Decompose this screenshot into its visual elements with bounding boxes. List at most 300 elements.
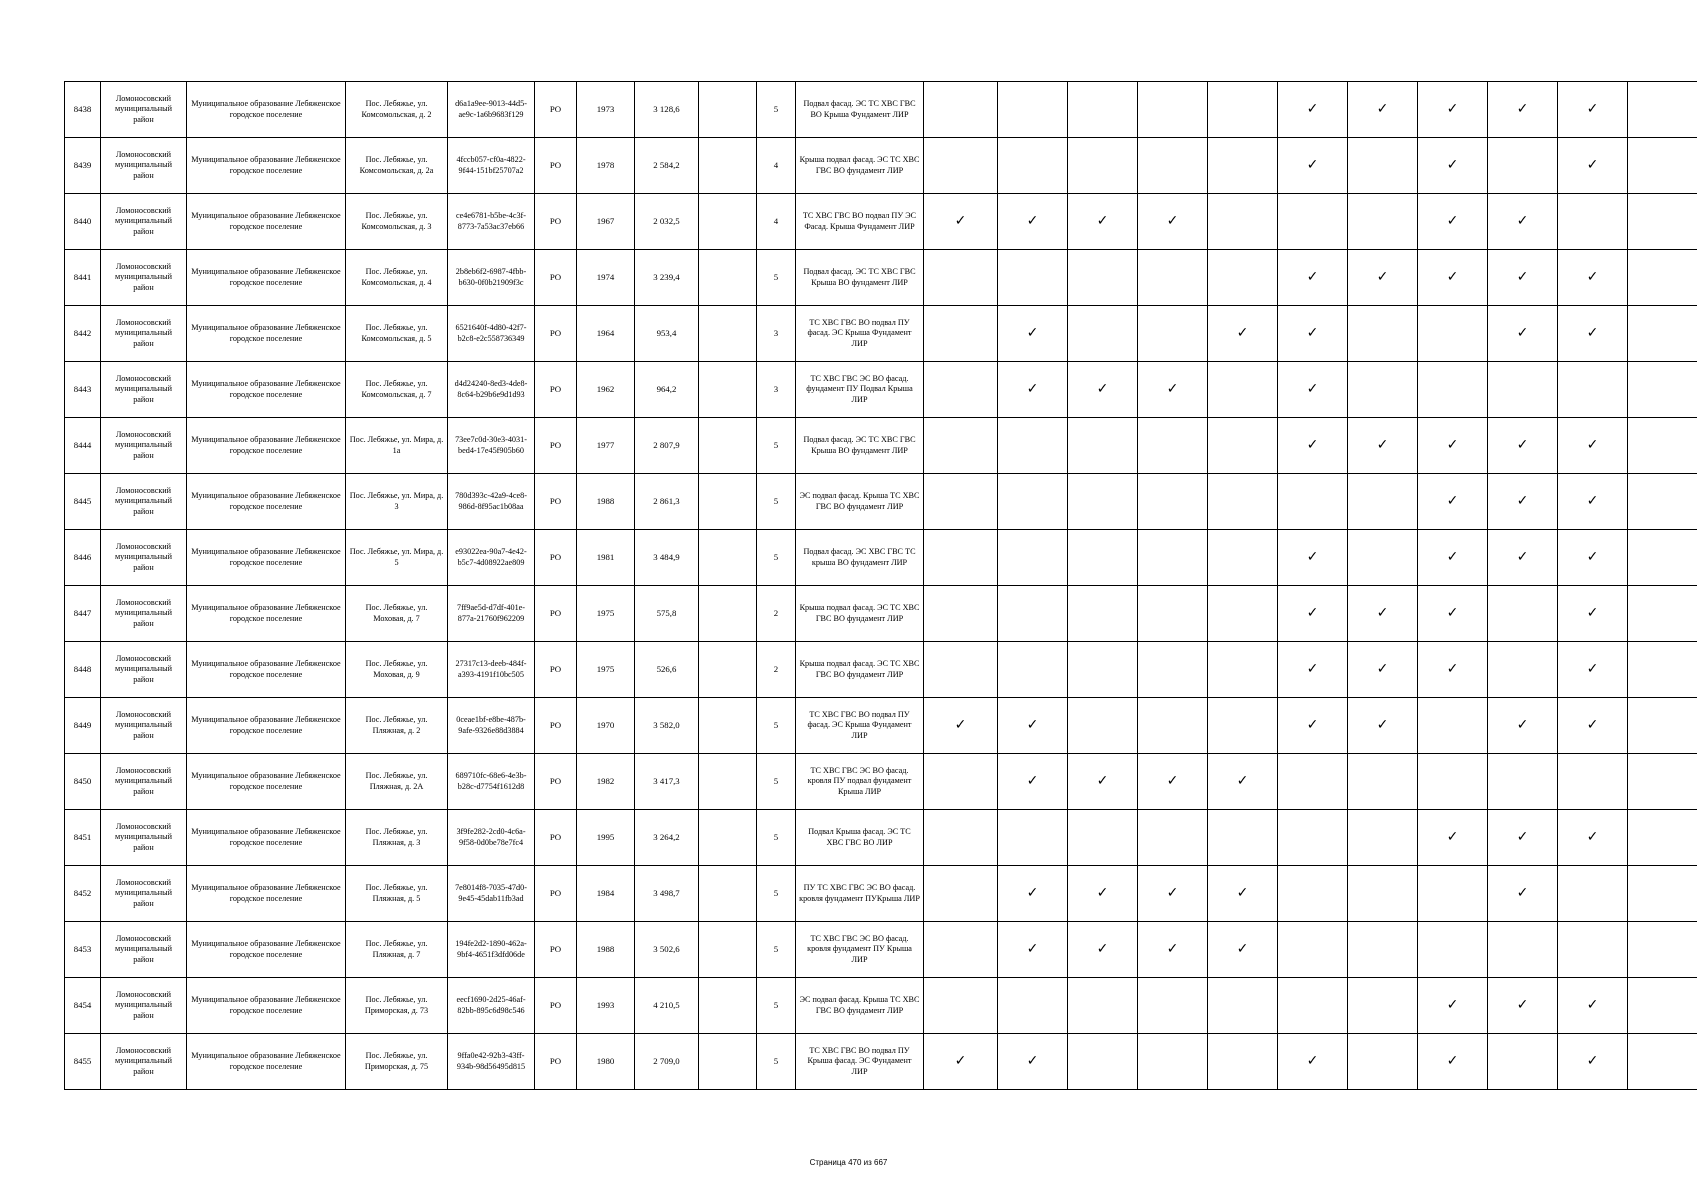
- cell-municipality: Муниципальное образование Лебяженское городское поселение: [187, 922, 346, 978]
- check-cell-5: [1208, 978, 1278, 1034]
- check-mark-icon: ✓: [1586, 1053, 1599, 1070]
- cell-type: РО: [535, 418, 577, 474]
- cell-num: 8442: [65, 306, 101, 362]
- cell-type: РО: [535, 978, 577, 1034]
- cell-type: РО: [535, 1034, 577, 1090]
- check-cell-10: [1558, 922, 1628, 978]
- cell-works: ЭС подвал фасад. Крыша ТС ХВС ГВС ВО фундамент ЛИР: [796, 978, 924, 1034]
- cell-type: РО: [535, 194, 577, 250]
- cell-works: ПУ ТС ХВС ГВС ЭС ВО фасад. кровля фундамент ПУКрыша ЛИР: [796, 866, 924, 922]
- cell-type: РО: [535, 474, 577, 530]
- check-cell-2: [998, 306, 1068, 362]
- cell-municipality: Муниципальное образование Лебяженское городское поселение: [187, 586, 346, 642]
- cell-floors: 5: [757, 810, 796, 866]
- check-mark-icon: ✓: [1306, 325, 1319, 342]
- cell-year: 1962: [577, 362, 635, 418]
- cell-address: Пос. Лебяжье, ул. Моховая, д. 7: [346, 586, 448, 642]
- check-cell-10: [1558, 82, 1628, 138]
- check-cell-6: [1278, 866, 1348, 922]
- cell-municipality: Муниципальное образование Лебяженское городское поселение: [187, 978, 346, 1034]
- check-cell-7: [1348, 1034, 1418, 1090]
- table-row: [65, 922, 1697, 978]
- cell-district: Ломоносовский муниципальный район: [101, 810, 187, 866]
- check-mark-icon: ✓: [1026, 941, 1039, 958]
- cell-num: 8441: [65, 250, 101, 306]
- cell-address: Пос. Лебяжье, ул. Комсомольская, д. 3: [346, 194, 448, 250]
- cell-uuid: 689710fc-68e6-4e3b-b28c-d7754f1612d8: [448, 754, 535, 810]
- cell-address: Пос. Лебяжье, ул. Пляжная, д. 3: [346, 810, 448, 866]
- check-cell-3: [1068, 922, 1138, 978]
- cell-blank: [699, 418, 757, 474]
- check-cell-4: [1138, 978, 1208, 1034]
- check-cell-5: [1208, 922, 1278, 978]
- check-cell-2: [998, 138, 1068, 194]
- check-cell-3: [1068, 250, 1138, 306]
- check-mark-icon: ✓: [1236, 941, 1249, 958]
- check-mark-icon: ✓: [1166, 885, 1179, 902]
- check-mark-icon: ✓: [1166, 213, 1179, 230]
- cell-year: 1974: [577, 250, 635, 306]
- check-mark-icon: ✓: [1026, 213, 1039, 230]
- check-mark-icon: ✓: [1446, 661, 1459, 678]
- cell-address: Пос. Лебяжье, ул. Приморская, д. 73: [346, 978, 448, 1034]
- cell-year: 1980: [577, 1034, 635, 1090]
- check-mark-icon: ✓: [1096, 773, 1109, 790]
- check-mark-icon: ✓: [1376, 269, 1389, 286]
- check-mark-icon: ✓: [1446, 549, 1459, 566]
- cell-district: Ломоносовский муниципальный район: [101, 1034, 187, 1090]
- check-cell-4: [1138, 586, 1208, 642]
- cell-year: 1975: [577, 642, 635, 698]
- check-cell-4: [1138, 530, 1208, 586]
- check-cell-11: [1628, 978, 1697, 1034]
- check-cell-9: [1488, 474, 1558, 530]
- check-cell-11: [1628, 418, 1697, 474]
- check-cell-9: [1488, 138, 1558, 194]
- check-mark-icon: ✓: [1026, 381, 1039, 398]
- table-row: [65, 530, 1697, 586]
- check-cell-3: [1068, 362, 1138, 418]
- cell-works: ТС ХВС ГВС ВО подвал ПУ фасад. ЭС Крыша Фундамент ЛИР: [796, 698, 924, 754]
- check-cell-7: [1348, 698, 1418, 754]
- cell-area: 964,2: [635, 362, 699, 418]
- cell-type: РО: [535, 138, 577, 194]
- check-mark-icon: ✓: [1446, 1053, 1459, 1070]
- check-cell-3: [1068, 586, 1138, 642]
- check-cell-9: [1488, 642, 1558, 698]
- check-cell-9: [1488, 866, 1558, 922]
- cell-type: РО: [535, 530, 577, 586]
- cell-area: 3 502,6: [635, 922, 699, 978]
- cell-year: 1993: [577, 978, 635, 1034]
- check-cell-4: [1138, 362, 1208, 418]
- check-mark-icon: ✓: [1586, 493, 1599, 510]
- check-cell-2: [998, 586, 1068, 642]
- check-mark-icon: ✓: [1026, 325, 1039, 342]
- cell-type: РО: [535, 922, 577, 978]
- check-cell-11: [1628, 250, 1697, 306]
- check-cell-7: [1348, 978, 1418, 1034]
- cell-floors: 5: [757, 418, 796, 474]
- table-row: [65, 978, 1697, 1034]
- cell-works: Подвал Крыша фасад. ЭС ТС ХВС ГВС ВО ЛИР: [796, 810, 924, 866]
- cell-municipality: Муниципальное образование Лебяженское городское поселение: [187, 530, 346, 586]
- check-mark-icon: ✓: [1446, 997, 1459, 1014]
- cell-type: РО: [535, 306, 577, 362]
- check-cell-8: [1418, 698, 1488, 754]
- check-cell-11: [1628, 810, 1697, 866]
- check-mark-icon: ✓: [1376, 605, 1389, 622]
- check-cell-6: [1278, 418, 1348, 474]
- check-mark-icon: ✓: [1096, 885, 1109, 902]
- cell-district: Ломоносовский муниципальный район: [101, 138, 187, 194]
- check-mark-icon: ✓: [954, 717, 967, 734]
- cell-num: 8438: [65, 82, 101, 138]
- check-cell-5: [1208, 810, 1278, 866]
- cell-floors: 3: [757, 362, 796, 418]
- check-cell-3: [1068, 418, 1138, 474]
- check-mark-icon: ✓: [1516, 885, 1529, 902]
- check-mark-icon: ✓: [1446, 605, 1459, 622]
- cell-district: Ломоносовский муниципальный район: [101, 866, 187, 922]
- check-cell-6: [1278, 922, 1348, 978]
- cell-works: ТС ХВС ГВС ВО подвал ПУ Крыша фасад. ЭС Фундамент ЛИР: [796, 1034, 924, 1090]
- cell-blank: [699, 1034, 757, 1090]
- check-cell-10: [1558, 362, 1628, 418]
- check-mark-icon: ✓: [1236, 773, 1249, 790]
- check-cell-4: [1138, 306, 1208, 362]
- check-cell-5: [1208, 418, 1278, 474]
- check-cell-9: [1488, 922, 1558, 978]
- check-mark-icon: ✓: [1586, 157, 1599, 174]
- cell-address: Пос. Лебяжье, ул. Приморская, д. 75: [346, 1034, 448, 1090]
- cell-district: Ломоносовский муниципальный район: [101, 474, 187, 530]
- cell-works: Подвал фасад. ЭС ТС ХВС ГВС Крыша ВО фундамент ЛИР: [796, 418, 924, 474]
- check-mark-icon: ✓: [1376, 661, 1389, 678]
- cell-blank: [699, 922, 757, 978]
- cell-num: 8447: [65, 586, 101, 642]
- table-body: [65, 82, 1697, 1090]
- table-row: [65, 754, 1697, 810]
- cell-num: 8452: [65, 866, 101, 922]
- cell-district: Ломоносовский муниципальный район: [101, 418, 187, 474]
- cell-works: Подвал фасад. ЭС ХВС ГВС ТС крыша ВО фундамент ЛИР: [796, 530, 924, 586]
- cell-area: 2 807,9: [635, 418, 699, 474]
- check-mark-icon: ✓: [1516, 101, 1529, 118]
- check-cell-1: [924, 1034, 998, 1090]
- cell-address: Пос. Лебяжье, ул. Комсомольская, д. 7: [346, 362, 448, 418]
- check-cell-4: [1138, 698, 1208, 754]
- cell-type: РО: [535, 642, 577, 698]
- check-cell-9: [1488, 698, 1558, 754]
- check-cell-8: [1418, 194, 1488, 250]
- check-mark-icon: ✓: [954, 1053, 967, 1070]
- check-mark-icon: ✓: [1306, 269, 1319, 286]
- check-cell-4: [1138, 194, 1208, 250]
- check-cell-6: [1278, 586, 1348, 642]
- check-cell-2: [998, 82, 1068, 138]
- cell-address: Пос. Лебяжье, ул. Мира, д. 1а: [346, 418, 448, 474]
- check-mark-icon: ✓: [1586, 325, 1599, 342]
- check-cell-10: [1558, 250, 1628, 306]
- check-cell-6: [1278, 474, 1348, 530]
- check-cell-5: [1208, 194, 1278, 250]
- check-cell-8: [1418, 754, 1488, 810]
- cell-uuid: d6a1a9ee-9013-44d5-ae9c-1a6b9683f129: [448, 82, 535, 138]
- cell-address: Пос. Лебяжье, ул. Мира, д. 5: [346, 530, 448, 586]
- cell-municipality: Муниципальное образование Лебяженское городское поселение: [187, 866, 346, 922]
- check-cell-10: [1558, 866, 1628, 922]
- cell-floors: 4: [757, 138, 796, 194]
- check-mark-icon: ✓: [1516, 549, 1529, 566]
- cell-address: Пос. Лебяжье, ул. Пляжная, д. 7: [346, 922, 448, 978]
- check-mark-icon: ✓: [1166, 773, 1179, 790]
- check-cell-4: [1138, 250, 1208, 306]
- check-cell-8: [1418, 642, 1488, 698]
- table-row: [65, 1034, 1697, 1090]
- check-mark-icon: ✓: [1446, 101, 1459, 118]
- check-cell-7: [1348, 754, 1418, 810]
- check-cell-1: [924, 642, 998, 698]
- check-cell-8: [1418, 586, 1488, 642]
- table-row: [65, 698, 1697, 754]
- check-cell-5: [1208, 306, 1278, 362]
- check-cell-5: [1208, 530, 1278, 586]
- check-mark-icon: ✓: [1376, 437, 1389, 454]
- cell-floors: 5: [757, 1034, 796, 1090]
- cell-year: 1981: [577, 530, 635, 586]
- cell-district: Ломоносовский муниципальный район: [101, 922, 187, 978]
- cell-blank: [699, 810, 757, 866]
- cell-address: Пос. Лебяжье, ул. Комсомольская, д. 4: [346, 250, 448, 306]
- cell-municipality: Муниципальное образование Лебяженское городское поселение: [187, 250, 346, 306]
- check-mark-icon: ✓: [1096, 213, 1109, 230]
- check-cell-4: [1138, 138, 1208, 194]
- cell-uuid: 4fccb057-cf0a-4822-9f44-151bf25707a2: [448, 138, 535, 194]
- cell-area: 3 239,4: [635, 250, 699, 306]
- check-cell-10: [1558, 530, 1628, 586]
- check-cell-1: [924, 194, 998, 250]
- check-cell-9: [1488, 1034, 1558, 1090]
- check-mark-icon: ✓: [1446, 437, 1459, 454]
- check-cell-2: [998, 978, 1068, 1034]
- cell-num: 8446: [65, 530, 101, 586]
- check-mark-icon: ✓: [1516, 269, 1529, 286]
- check-cell-1: [924, 586, 998, 642]
- check-cell-5: [1208, 250, 1278, 306]
- cell-blank: [699, 586, 757, 642]
- check-cell-9: [1488, 530, 1558, 586]
- cell-municipality: Муниципальное образование Лебяженское городское поселение: [187, 306, 346, 362]
- cell-address: Пос. Лебяжье, ул. Моховая, д. 9: [346, 642, 448, 698]
- check-cell-4: [1138, 866, 1208, 922]
- cell-works: Крыша подвал фасад. ЭС ТС ХВС ГВС ВО фундамент ЛИР: [796, 586, 924, 642]
- check-cell-6: [1278, 250, 1348, 306]
- check-cell-10: [1558, 1034, 1628, 1090]
- cell-blank: [699, 306, 757, 362]
- check-cell-11: [1628, 362, 1697, 418]
- check-mark-icon: ✓: [1166, 941, 1179, 958]
- check-cell-6: [1278, 530, 1348, 586]
- check-cell-8: [1418, 1034, 1488, 1090]
- check-cell-1: [924, 306, 998, 362]
- cell-num: 8454: [65, 978, 101, 1034]
- cell-num: 8444: [65, 418, 101, 474]
- check-cell-1: [924, 754, 998, 810]
- check-cell-7: [1348, 362, 1418, 418]
- check-cell-1: [924, 922, 998, 978]
- cell-works: ТС ХВС ГВС ЭС ВО фасад. фундамент ПУ Подвал Крыша ЛИР: [796, 362, 924, 418]
- cell-type: РО: [535, 754, 577, 810]
- cell-area: 2 584,2: [635, 138, 699, 194]
- cell-num: 8439: [65, 138, 101, 194]
- check-mark-icon: ✓: [1586, 437, 1599, 454]
- housing-registry-table: [64, 81, 1697, 1090]
- check-mark-icon: ✓: [1306, 605, 1319, 622]
- cell-uuid: e93022ea-90a7-4e42-b5c7-4d08922ae809: [448, 530, 535, 586]
- check-cell-3: [1068, 1034, 1138, 1090]
- check-mark-icon: ✓: [1586, 717, 1599, 734]
- check-cell-3: [1068, 866, 1138, 922]
- check-cell-1: [924, 82, 998, 138]
- check-cell-8: [1418, 810, 1488, 866]
- cell-blank: [699, 698, 757, 754]
- check-cell-4: [1138, 754, 1208, 810]
- cell-address: Пос. Лебяжье, ул. Комсомольская, д. 2а: [346, 138, 448, 194]
- check-mark-icon: ✓: [1516, 437, 1529, 454]
- cell-year: 1973: [577, 82, 635, 138]
- table-row: [65, 642, 1697, 698]
- cell-municipality: Муниципальное образование Лебяженское городское поселение: [187, 474, 346, 530]
- cell-uuid: 0ceae1bf-e8be-487b-9afe-9326e88d3884: [448, 698, 535, 754]
- check-cell-11: [1628, 194, 1697, 250]
- table-row: [65, 474, 1697, 530]
- check-cell-2: [998, 810, 1068, 866]
- table-row: [65, 138, 1697, 194]
- check-cell-3: [1068, 530, 1138, 586]
- cell-floors: 5: [757, 82, 796, 138]
- cell-uuid: 7e8014f8-7035-47d0-9e45-45dab11fb3ad: [448, 866, 535, 922]
- cell-num: 8450: [65, 754, 101, 810]
- cell-floors: 3: [757, 306, 796, 362]
- cell-floors: 5: [757, 474, 796, 530]
- check-mark-icon: ✓: [1306, 549, 1319, 566]
- cell-area: 575,8: [635, 586, 699, 642]
- cell-type: РО: [535, 866, 577, 922]
- table-row: [65, 306, 1697, 362]
- check-cell-7: [1348, 642, 1418, 698]
- check-cell-2: [998, 698, 1068, 754]
- check-cell-7: [1348, 474, 1418, 530]
- check-mark-icon: ✓: [1096, 381, 1109, 398]
- check-mark-icon: ✓: [1096, 941, 1109, 958]
- check-mark-icon: ✓: [1446, 493, 1459, 510]
- cell-year: 1964: [577, 306, 635, 362]
- check-cell-11: [1628, 754, 1697, 810]
- cell-year: 1995: [577, 810, 635, 866]
- cell-municipality: Муниципальное образование Лебяженское городское поселение: [187, 810, 346, 866]
- check-cell-1: [924, 866, 998, 922]
- cell-uuid: 7ff9ae5d-d7df-401e-877a-21760f962209: [448, 586, 535, 642]
- check-cell-1: [924, 810, 998, 866]
- check-cell-1: [924, 362, 998, 418]
- check-cell-7: [1348, 250, 1418, 306]
- check-mark-icon: ✓: [1236, 325, 1249, 342]
- check-cell-5: [1208, 82, 1278, 138]
- check-cell-9: [1488, 754, 1558, 810]
- cell-district: Ломоносовский муниципальный район: [101, 642, 187, 698]
- cell-year: 1967: [577, 194, 635, 250]
- check-cell-5: [1208, 698, 1278, 754]
- cell-area: 953,4: [635, 306, 699, 362]
- check-cell-8: [1418, 866, 1488, 922]
- check-mark-icon: ✓: [1446, 829, 1459, 846]
- check-cell-5: [1208, 754, 1278, 810]
- check-cell-9: [1488, 362, 1558, 418]
- check-cell-2: [998, 642, 1068, 698]
- cell-municipality: Муниципальное образование Лебяженское городское поселение: [187, 754, 346, 810]
- check-cell-9: [1488, 250, 1558, 306]
- check-cell-2: [998, 250, 1068, 306]
- check-cell-2: [998, 194, 1068, 250]
- check-mark-icon: ✓: [1446, 269, 1459, 286]
- check-mark-icon: ✓: [1516, 325, 1529, 342]
- check-cell-11: [1628, 922, 1697, 978]
- check-mark-icon: ✓: [1516, 213, 1529, 230]
- cell-area: 2 032,5: [635, 194, 699, 250]
- cell-year: 1977: [577, 418, 635, 474]
- cell-district: Ломоносовский муниципальный район: [101, 978, 187, 1034]
- check-cell-9: [1488, 978, 1558, 1034]
- cell-area: 3 264,2: [635, 810, 699, 866]
- check-mark-icon: ✓: [1026, 885, 1039, 902]
- check-cell-5: [1208, 138, 1278, 194]
- check-cell-3: [1068, 194, 1138, 250]
- check-cell-6: [1278, 810, 1348, 866]
- check-cell-3: [1068, 138, 1138, 194]
- check-mark-icon: ✓: [1516, 997, 1529, 1014]
- check-cell-2: [998, 866, 1068, 922]
- check-cell-11: [1628, 586, 1697, 642]
- check-mark-icon: ✓: [954, 213, 967, 230]
- cell-district: Ломоносовский муниципальный район: [101, 194, 187, 250]
- cell-num: 8440: [65, 194, 101, 250]
- cell-works: Подвал фасад. ЭС ТС ХВС ГВС ВО Крыша Фундамент ЛИР: [796, 82, 924, 138]
- check-cell-2: [998, 418, 1068, 474]
- check-cell-1: [924, 698, 998, 754]
- cell-uuid: 194fe2d2-1890-462a-9bf4-4651f3dfd06de: [448, 922, 535, 978]
- cell-municipality: Муниципальное образование Лебяженское городское поселение: [187, 418, 346, 474]
- cell-works: ТС ХВС ГВС ЭС ВО фасад. кровля фундамент ПУ Крыша ЛИР: [796, 922, 924, 978]
- check-cell-1: [924, 250, 998, 306]
- check-cell-7: [1348, 586, 1418, 642]
- cell-blank: [699, 642, 757, 698]
- table-row: [65, 362, 1697, 418]
- cell-floors: 5: [757, 698, 796, 754]
- check-cell-3: [1068, 642, 1138, 698]
- cell-district: Ломоносовский муниципальный район: [101, 306, 187, 362]
- check-cell-6: [1278, 698, 1348, 754]
- check-cell-1: [924, 530, 998, 586]
- check-cell-8: [1418, 138, 1488, 194]
- check-mark-icon: ✓: [1166, 381, 1179, 398]
- cell-uuid: 73ee7c0d-30e3-4031-bed4-17e45f905b60: [448, 418, 535, 474]
- check-cell-8: [1418, 978, 1488, 1034]
- cell-blank: [699, 754, 757, 810]
- cell-blank: [699, 138, 757, 194]
- check-cell-10: [1558, 978, 1628, 1034]
- cell-uuid: d4d24240-8ed3-4de8-8c64-b29b6e9d1d93: [448, 362, 535, 418]
